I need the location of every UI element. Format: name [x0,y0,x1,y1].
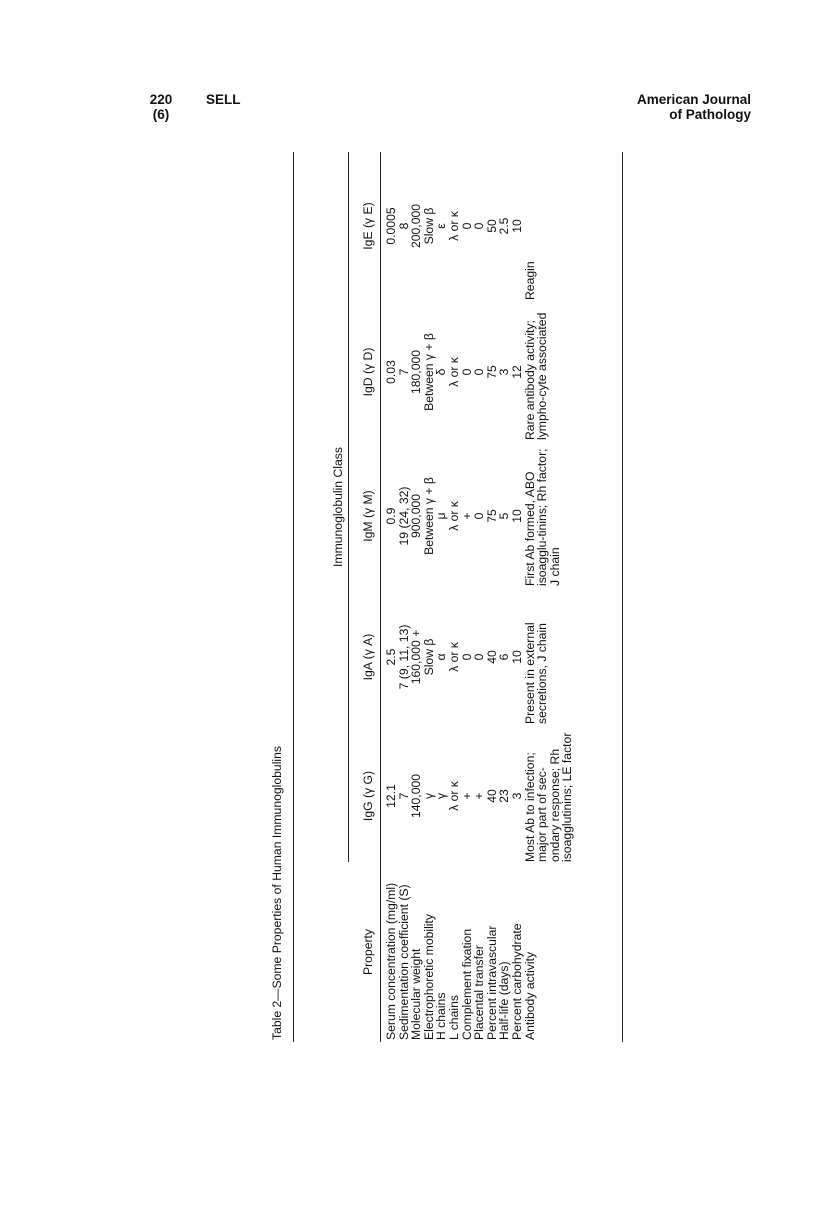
table-cell: 19 (24, 32) [396,486,411,546]
table-cell: Slow β [421,207,436,245]
table-cell: 160,000 + [409,629,424,685]
column-header-property: Property [361,928,375,976]
immunoglobulin-table [270,152,710,1042]
table-cell: δ [434,368,449,376]
table-cell: 0 [472,653,487,661]
table-cell: 2.5 [384,648,398,666]
table-cell: 40 [484,789,499,803]
table-cell: 0 [459,368,474,376]
table-cell: 75 [484,365,499,379]
column-header-ige: IgE (γ E) [361,202,375,250]
data-column [385,590,549,724]
property-label: Complement fixation [459,928,474,1040]
table-cell: λ or κ [446,501,461,531]
table-rule-top [293,152,294,1042]
table-cell: λ or κ [446,357,461,387]
property-label: Serum concentration (mg/ml) [384,882,398,1040]
antibody-activity-cell: Reagin [522,261,537,300]
table-cell: 3 [509,792,524,800]
property-label: Percent carbohydrate [509,923,524,1040]
table-cell: 10 [509,650,524,664]
table-cell: 7 [396,368,411,376]
property-label: Sedimentation coefficient (S) [396,884,411,1040]
data-column [385,152,536,300]
journal-name: American Journal of Pathology [636,92,751,122]
class-group-header: Immunoglobulin Class [331,447,345,567]
table-cell: 40 [484,650,499,664]
antibody-activity-cell: Rare antibody activity; lympho-cyte associated [522,312,550,440]
table-cell: γ [434,792,449,800]
class-group-rule [348,152,349,862]
table-cell: 10 [509,509,524,523]
property-label: Placental transfer [472,945,487,1040]
table-cell: 2.5 [497,217,512,235]
table-cell: 75 [484,509,499,523]
table-cell: 5 [497,512,512,520]
table-cell: 7 [396,792,411,800]
antibody-activity-cell: Most Ab to infection; major part of sec-ondary response; Rh isoagglutinins; LE factor [522,732,575,862]
table-cell: 8 [396,222,411,230]
antibody-activity-cell: Present in external secretions, J chain [522,622,550,724]
table-cell: γ [421,792,436,800]
column-header-igg: IgG (γ G) [361,770,375,822]
table-cell: 12.1 [384,784,398,808]
column-header-igm: IgM (γ M) [361,490,375,542]
table-cell: Between γ + β [421,477,436,555]
page-number: 220 (6) [149,92,173,122]
table-cell: 50 [484,219,499,233]
table-cell: + [459,512,474,520]
table-cell: Between γ + β [421,333,436,411]
table-cell: 0 [459,653,474,661]
column-header-iga: IgA (γ A) [361,633,375,681]
table-cell: 0.03 [384,360,398,384]
data-column [385,446,561,586]
property-label: L chains [446,995,461,1040]
table-cell: + [459,792,474,800]
table-rule-bottom [622,152,623,1042]
table-cell: 12 [509,365,524,379]
antibody-activity-cell: First Ab formed, ABO isoagglu-tinins; Rh factor; J chain [522,448,562,586]
table-cell: λ or κ [446,211,461,241]
table-cell: 0 [472,368,487,376]
property-label: Electrophoretic mobility [421,914,436,1040]
property-label: Percent intravascular [484,925,499,1040]
property-label: Molecular weight [409,948,424,1040]
data-column [385,730,574,862]
table-cell: 0.9 [384,507,398,525]
table-cell: α [434,653,449,661]
table-cell: 6 [497,653,512,661]
property-label: Half-life (days) [497,961,512,1040]
table-cell: ε [434,223,449,229]
table-cell: 3 [497,368,512,376]
running-author: SELL [206,92,241,107]
property-label: Antibody activity [522,951,537,1040]
column-header-igd: IgD (γ D) [361,347,375,397]
table-caption: Table 2—Some Properties of Human Immunoglobulins [270,746,284,1040]
table-cell: Slow β [421,638,436,676]
table-cell: 0 [459,222,474,230]
table-rule-header [380,152,381,1042]
table-cell: 7 (9, 11, 13) [396,624,411,690]
table-cell: 180,000 [409,349,424,395]
table-cell: 0.0005 [384,207,398,245]
property-list [385,883,536,1040]
table-cell: λ or κ [446,781,461,811]
data-column [385,304,549,440]
table-cell: λ or κ [446,642,461,672]
table-cell: μ [434,512,449,520]
table-cell: 0 [472,512,487,520]
table-cell: + [472,792,487,800]
table-cell: 23 [497,789,512,803]
table-cell: 900,000 [409,493,424,539]
table-cell: 140,000 [409,773,424,819]
table-cell: 200,000 [409,203,424,249]
table-cell: 10 [509,219,524,233]
property-label: H chains [434,992,449,1040]
table-cell: 0 [472,222,487,230]
